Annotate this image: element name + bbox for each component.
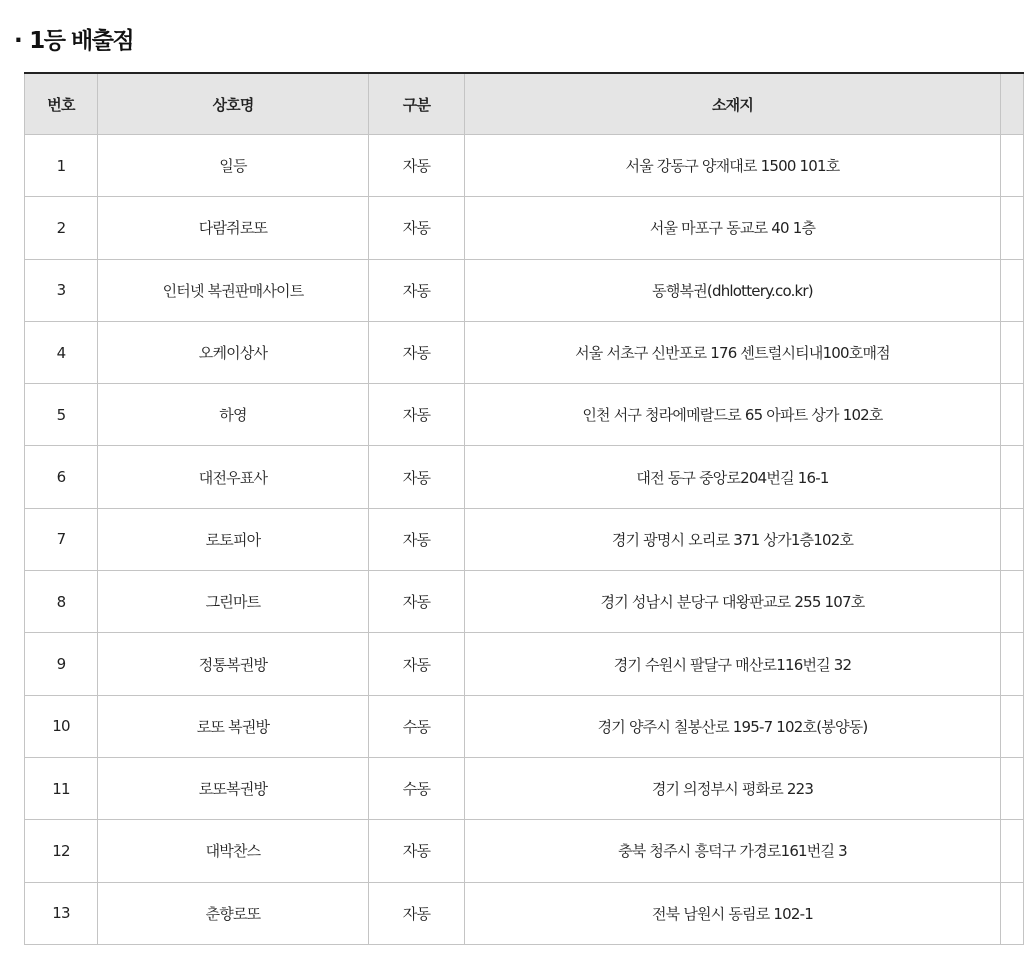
selection-type: 수동 xyxy=(369,695,465,757)
table-row xyxy=(25,321,1024,383)
store-address: 전북 남원시 동림로 102-1 xyxy=(465,882,1001,944)
header-number: 번호 xyxy=(25,73,98,135)
store-address: 동행복권(dhlottery.co.kr) xyxy=(465,259,1001,321)
store-address: 경기 양주시 칠봉산로 195-7 102호(봉양동) xyxy=(465,695,1001,757)
table-row xyxy=(25,197,1024,259)
selection-type: 자동 xyxy=(369,508,465,570)
section-title-text: 1등 배출점 xyxy=(29,28,134,54)
row-number: 2 xyxy=(25,197,98,259)
table-row xyxy=(25,571,1024,633)
row-extra xyxy=(1001,571,1024,633)
row-extra xyxy=(1001,820,1024,882)
selection-type: 자동 xyxy=(369,633,465,695)
selection-type: 자동 xyxy=(369,259,465,321)
header-type: 구분 xyxy=(369,73,465,135)
row-extra xyxy=(1001,695,1024,757)
table-row xyxy=(25,259,1024,321)
store-name: 로또 복권방 xyxy=(98,695,369,757)
store-name: 로토피아 xyxy=(98,508,369,570)
selection-type: 자동 xyxy=(369,882,465,944)
store-address: 서울 서초구 신반포로 176 센트럴시티내100호매점 xyxy=(465,321,1001,383)
selection-type: 자동 xyxy=(369,820,465,882)
table-row xyxy=(25,757,1024,819)
row-number: 9 xyxy=(25,633,98,695)
row-number: 12 xyxy=(25,820,98,882)
store-name: 로또복권방 xyxy=(98,757,369,819)
store-name: 하영 xyxy=(98,384,369,446)
table-row xyxy=(25,135,1024,197)
store-name: 그린마트 xyxy=(98,571,369,633)
row-number: 13 xyxy=(25,882,98,944)
selection-type: 자동 xyxy=(369,321,465,383)
row-extra xyxy=(1001,135,1024,197)
row-number: 7 xyxy=(25,508,98,570)
row-extra xyxy=(1001,384,1024,446)
table-row xyxy=(25,882,1024,944)
header-address: 소재지 xyxy=(465,73,1001,135)
store-address: 인천 서구 청라에메랄드로 65 아파트 상가 102호 xyxy=(465,384,1001,446)
row-number: 4 xyxy=(25,321,98,383)
store-address: 경기 의정부시 평화로 223 xyxy=(465,757,1001,819)
row-extra xyxy=(1001,757,1024,819)
row-number: 11 xyxy=(25,757,98,819)
section-title xyxy=(14,22,133,55)
row-number: 10 xyxy=(25,695,98,757)
row-extra xyxy=(1001,882,1024,944)
row-number: 8 xyxy=(25,571,98,633)
row-extra xyxy=(1001,259,1024,321)
header-store-name: 상호명 xyxy=(98,73,369,135)
table-row xyxy=(25,446,1024,508)
store-name: 대전우표사 xyxy=(98,446,369,508)
store-address: 대전 동구 중앙로204번길 16-1 xyxy=(465,446,1001,508)
store-address: 서울 마포구 동교로 40 1층 xyxy=(465,197,1001,259)
table-row xyxy=(25,384,1024,446)
table-header-row xyxy=(25,73,1024,135)
winning-stores-table xyxy=(24,72,1024,945)
store-address: 경기 광명시 오리로 371 상가1층102호 xyxy=(465,508,1001,570)
selection-type: 자동 xyxy=(369,384,465,446)
row-number: 6 xyxy=(25,446,98,508)
row-extra xyxy=(1001,508,1024,570)
selection-type: 자동 xyxy=(369,197,465,259)
header-extra xyxy=(1001,73,1024,135)
row-number: 5 xyxy=(25,384,98,446)
store-name: 다람쥐로또 xyxy=(98,197,369,259)
store-name: 오케이상사 xyxy=(98,321,369,383)
store-address: 서울 강동구 양재대로 1500 101호 xyxy=(465,135,1001,197)
store-name: 춘향로또 xyxy=(98,882,369,944)
selection-type: 수동 xyxy=(369,757,465,819)
store-address: 경기 수원시 팔달구 매산로116번길 32 xyxy=(465,633,1001,695)
table-row xyxy=(25,695,1024,757)
row-extra xyxy=(1001,197,1024,259)
bullet: · xyxy=(14,28,22,54)
store-name: 정통복권방 xyxy=(98,633,369,695)
selection-type: 자동 xyxy=(369,446,465,508)
row-number: 1 xyxy=(25,135,98,197)
row-extra xyxy=(1001,633,1024,695)
row-extra xyxy=(1001,321,1024,383)
table-row xyxy=(25,820,1024,882)
store-name: 일등 xyxy=(98,135,369,197)
selection-type: 자동 xyxy=(369,135,465,197)
table-row xyxy=(25,633,1024,695)
table-row xyxy=(25,508,1024,570)
store-address: 경기 성남시 분당구 대왕판교로 255 107호 xyxy=(465,571,1001,633)
row-number: 3 xyxy=(25,259,98,321)
selection-type: 자동 xyxy=(369,571,465,633)
store-name: 대박찬스 xyxy=(98,820,369,882)
row-extra xyxy=(1001,446,1024,508)
store-address: 충북 청주시 흥덕구 가경로161번길 3 xyxy=(465,820,1001,882)
store-name: 인터넷 복권판매사이트 xyxy=(98,259,369,321)
